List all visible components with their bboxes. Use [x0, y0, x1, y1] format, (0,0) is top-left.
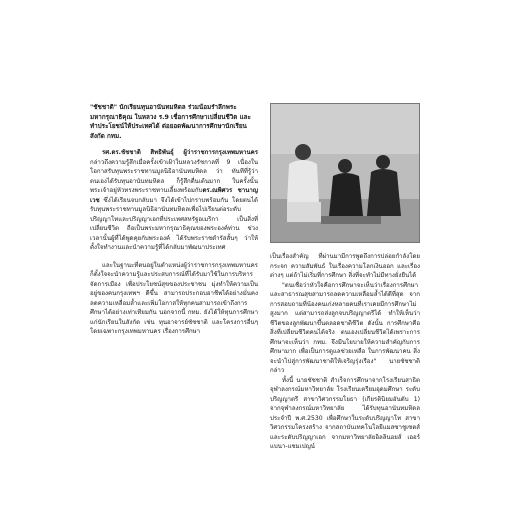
paragraph-1-text-b: ซึ่งได้เรียนจบกลับมา จึงได้เข้าไปกราบพร้อมกัน โดยตนได้รับทุนพระราชทานมูลนิธิอานันทมหิดลเพื่อไปเรียนต่อระดับปริญญาโทและปริญญาเอกที่ประเทศสหรัฐอเมริกา เป็นสิ่งที่เปลี่ยนชีวิต ถือเป็นพระมหากรุณาธิคุณของพระองค์ท่าน ช่วงเวลานั้นผู้ที่ได้พูดคุยกับพระองค์ ได้รับพระราชดำรัสสั้นๆ ว่าให้ตั้งใจทำงานและนำความรู้ที่ได้กลับมาพัฒนาประเทศ	[90, 196, 258, 251]
governor-name: รศ.ดร.ชัชชาติ สิทธิพันธุ์ ผู้ว่าราชการกรุงเทพมหานคร	[102, 149, 258, 156]
paragraph-1-text-a: กล่าวถึงความรู้สึกเมื่อครั้งเข้าเฝ้าในหลวงรัชกาลที่ 9 เนื่องในโอกาสรับทุนพระราชทานมูลนิธิอานันทมหิดล ว่า ทันทีที่รู้ว่าตนเองได้รับทุนอานันทมหิดล ก็รู้สึกตื่นเต้นมาก ในครั้งนั้นพระเจ้าอยู่หัวทรงพระราชทานเลี้ยงพร้อมกับ	[90, 158, 258, 194]
paragraph-5: ทั้งนี้ นายชัชชาติ สำเร็จการศึกษาจากโรงเรียนสาธิตจุฬาลงกรณ์มหาวิทยาลัย โรงเรียนเตรียมอุดมศึกษา ระดับปริญญาตรี สาขาวิศวกรรมโยธา (เกียรตินิยมอันดับ 1) จากจุฬาลงกรณ์มหาวิทยาลัย ได้รับทุนอานันทมหิดล ประจำปี พ.ศ.2530 เพื่อศึกษาในระดับปริญญาโท สาขาวิศวกรรมโครงสร้าง จากสถาบันเทคโนโลยีแมสซาชูเซตส์ และระดับปริญญาเอก จากมหาวิทยาลัยอิลลินอยส์ เออร์แบนา-แชมเปญน์	[270, 376, 420, 450]
photo-scene	[271, 104, 420, 243]
article-left-column	[90, 148, 258, 337]
lead-text: นักเรียนทุนอานันทมหิดล ร่วมน้อมรำลึกพระมหากรุณาธิคุณ ในหลวง ร.9 เชื่อการศึกษาเปลี่ยนชีวิต และทำประโยชน์ให้ประเทศได้ ต่อยอดพัฒนาการศึกษานักเรียนสังกัด กทม.	[90, 104, 251, 140]
paragraph-3: เป็นเรื่องสำคัญ ที่ผ่านมามีการพูดถึงการปล่อยกำลังโดยกระจก ความสัมพันธ์ ในเรื่องความโลกเงินออก และเรื่องต่างๆ แต่ถ้าไม่เริ่มที่การศึกษา สิ่งที่จะทำไม่มีทางยั่งยืนได้	[270, 253, 420, 279]
archival-photo-audience-icon	[270, 103, 420, 243]
paragraph-2: และในฐานะที่ตนอยู่ในตำแหน่งผู้ว่าราชการกรุงเทพมหานคร ก็ตั้งใจจะนำความรู้และประสบการณ์ที่ได้รับมาใช้ในการบริหารจัดการเมือง เพื่อประโยชน์สุขของประชาชน มุ่งทำให้ความเป็นอยู่ของคนกรุงเทพฯ ดีขึ้น สามารถประกอบอาชีพได้อย่างมั่นคง ลดความเหลื่อมล้ำและเพิ่มโอกาสให้ทุกคนสามารถเข้าถึงการศึกษาได้อย่างเท่าเทียมกัน นอกจากนี้ กทม. ยังได้ให้ทุนการศึกษาแก่นักเรียนในสังกัด เช่น ทุนอาจารย์ชัชชาติ และโครงการอื่นๆ โดยเฉพาะกรุงเทพมหานคร เรื่องการศึกษา	[90, 261, 258, 335]
paragraph-4: "ตนเชื่อว่าหัวใจคือการศึกษาจะเห็นว่าเรื่องการศึกษาและสาธารณสุขสามารถลดความเหลื่อมล้ำได้ดีที่สุด จากการสอบถามที่น้องคนเก่งหลายคนที่เราเคยมีการศึกษาไม่สูงมาก แต่สามารถส่งลูกจบปริญญาตรีได้ ทำให้เห็นว่าชีวิตของลูกพัฒนาขึ้นตลอดชาติชีวิต ดังนั้น การศึกษาคือสิ่งที่เปลี่ยนชีวิตคนได้จริง ตนเองเปลี่ยนชีวิตได้เพราะการศึกษาจะเห็นว่า กทม. จึงมีนโยบายให้ความสำคัญกับการศึกษามาก เพื่อเป็นการดูแลช่วยเหลือ ในการพัฒนาคน สิ่งจะนำไปสู่การพัฒนาชาติให้เจริญรุ่งเรือง" นายชัชชาติ กล่าว	[270, 281, 420, 374]
lead-name: "ชัชชาติ"	[90, 104, 118, 111]
article-lead	[90, 103, 258, 141]
article-right-column	[270, 252, 420, 452]
second-person-name: ดร.ณพิศวร ชานาญเวช	[90, 187, 258, 204]
paragraph-1	[90, 148, 258, 253]
